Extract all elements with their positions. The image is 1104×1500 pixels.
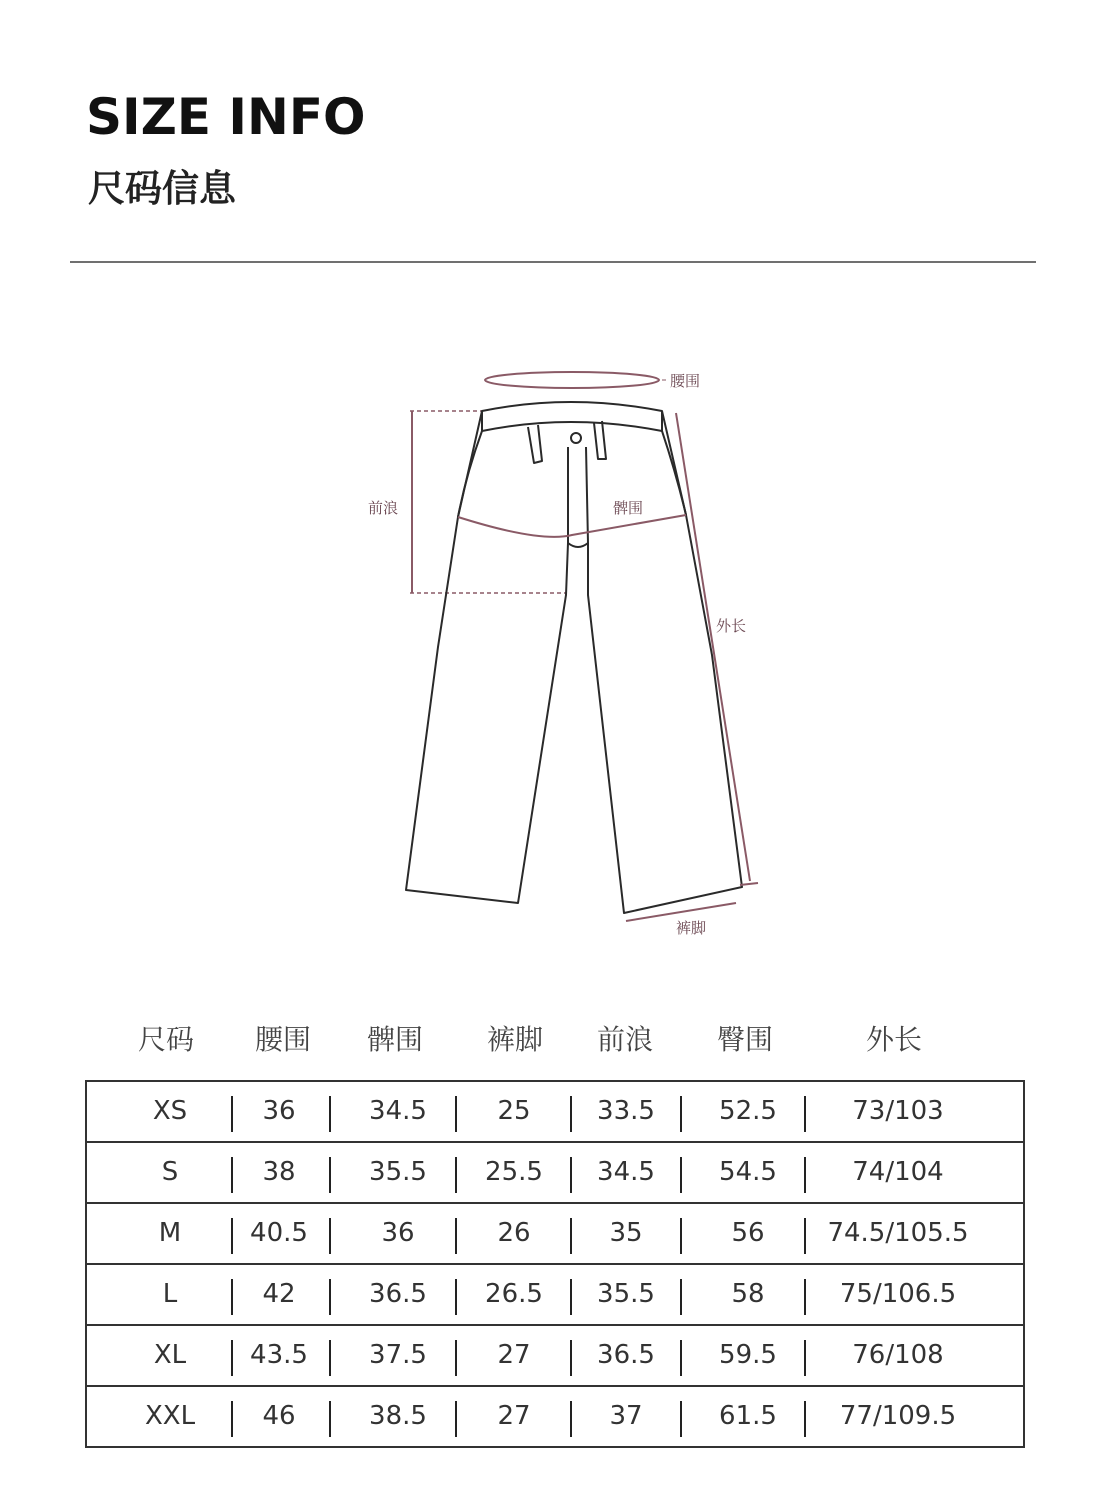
column-separator [680,1401,682,1437]
header-waist: 腰围 [254,1023,312,1056]
column-separator [329,1340,331,1376]
cell-waist: 40.5 [250,1218,308,1248]
cell-outseam: 73/103 [852,1096,944,1126]
cell-hip: 54.5 [719,1157,777,1187]
cell-size: XL [153,1340,187,1370]
cell-hip: 58 [731,1279,765,1309]
pants-illustration [340,355,780,955]
column-separator [570,1279,572,1315]
column-separator [804,1279,806,1315]
cell-outseam: 77/109.5 [839,1401,957,1431]
column-separator [680,1279,682,1315]
column-separator [804,1096,806,1132]
column-separator [329,1279,331,1315]
table-row [87,1385,1023,1446]
column-separator [804,1157,806,1193]
cell-front-rise: 36.5 [597,1340,655,1370]
cell-thigh: 38.5 [369,1401,427,1431]
cell-waist: 43.5 [250,1340,308,1370]
size-table-header [85,1018,1023,1062]
column-separator [329,1401,331,1437]
column-separator [570,1157,572,1193]
cell-hem: 26 [497,1218,531,1248]
label-waist: 腰围 [670,372,701,390]
page-title: SIZE INFO [86,88,366,146]
cell-outseam: 74/104 [852,1157,944,1187]
column-separator [231,1157,233,1193]
header-front-rise: 前浪 [596,1023,654,1056]
column-separator [329,1157,331,1193]
table-row [87,1324,1023,1385]
column-separator [231,1096,233,1132]
waist-measure-ellipse [485,372,659,388]
cell-front-rise: 35.5 [597,1279,655,1309]
column-separator [680,1096,682,1132]
cell-size: XS [152,1096,188,1126]
cell-thigh: 34.5 [369,1096,427,1126]
column-separator [804,1340,806,1376]
column-separator [804,1218,806,1254]
cell-outseam: 76/108 [852,1340,944,1370]
cell-hem: 25 [497,1096,531,1126]
table-row [87,1263,1023,1324]
label-hem: 裤脚 [676,919,707,937]
column-separator [455,1401,457,1437]
cell-thigh: 37.5 [369,1340,427,1370]
cell-size: L [162,1279,178,1309]
column-separator [329,1218,331,1254]
cell-hip: 59.5 [719,1340,777,1370]
table-row [87,1082,1023,1141]
thigh-measure-line [458,515,686,537]
column-separator [455,1218,457,1254]
cell-hip: 61.5 [719,1401,777,1431]
header-thigh: 髀围 [366,1023,424,1056]
column-separator [680,1340,682,1376]
column-separator [231,1340,233,1376]
cell-waist: 36 [262,1096,296,1126]
label-front-rise: 前浪 [368,499,399,517]
column-separator [231,1218,233,1254]
divider [70,261,1036,263]
cell-hem: 25.5 [485,1157,543,1187]
column-separator [804,1401,806,1437]
column-separator [455,1157,457,1193]
cell-front-rise: 33.5 [597,1096,655,1126]
cell-size: XXL [144,1401,196,1431]
column-separator [329,1096,331,1132]
column-separator [680,1218,682,1254]
cell-thigh: 35.5 [369,1157,427,1187]
cell-hem: 27 [497,1401,531,1431]
cell-hip: 56 [731,1218,765,1248]
header-outseam: 外长 [865,1023,923,1056]
cell-hem: 26.5 [485,1279,543,1309]
column-separator [231,1279,233,1315]
label-outseam: 外长 [716,617,747,635]
label-thigh: 髀围 [613,499,644,517]
column-separator [570,1218,572,1254]
cell-thigh: 36 [381,1218,415,1248]
cell-outseam: 75/106.5 [839,1279,957,1309]
size-table [85,1080,1025,1448]
cell-waist: 42 [262,1279,296,1309]
cell-size: M [158,1218,182,1248]
cell-thigh: 36.5 [369,1279,427,1309]
cell-size: S [161,1157,179,1187]
header-size: 尺码 [137,1023,195,1056]
cell-front-rise: 37 [609,1401,643,1431]
column-separator [455,1096,457,1132]
column-separator [680,1157,682,1193]
column-separator [570,1340,572,1376]
table-row [87,1202,1023,1263]
column-separator [231,1401,233,1437]
cell-hip: 52.5 [719,1096,777,1126]
header-hem: 裤脚 [486,1023,544,1056]
column-separator [570,1096,572,1132]
outseam-line [676,413,750,881]
cell-hem: 27 [497,1340,531,1370]
cell-front-rise: 35 [609,1218,643,1248]
column-separator [455,1279,457,1315]
cell-waist: 46 [262,1401,296,1431]
pants-diagram [340,355,780,955]
header-hip: 臀围 [716,1023,774,1056]
page-subtitle: 尺码信息 [88,167,236,210]
cell-outseam: 74.5/105.5 [827,1218,969,1248]
column-separator [570,1401,572,1437]
column-separator [455,1340,457,1376]
cell-waist: 38 [262,1157,296,1187]
cell-front-rise: 34.5 [597,1157,655,1187]
table-row [87,1141,1023,1202]
